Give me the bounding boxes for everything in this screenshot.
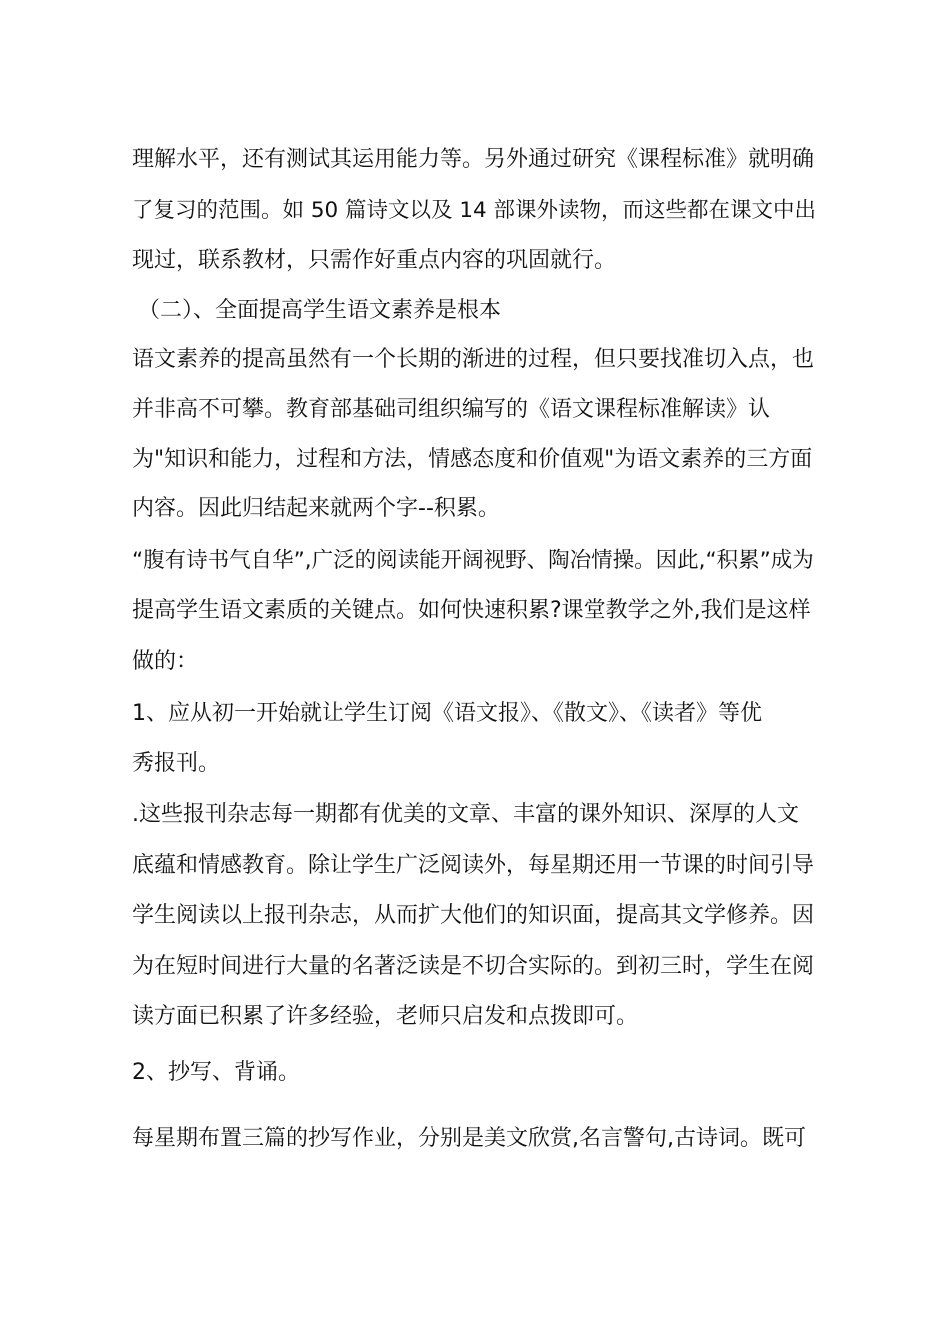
list-item-2: 2、抄写、背诵。 [132, 1060, 300, 1085]
text-line: 理解水平，还有测试其运用能力等。另外通过研究《课程标准》就明确 [132, 147, 815, 172]
text-line: 为"知识和能力，过程和方法，情感态度和价值观"为语文素养的三方面 [132, 447, 813, 472]
text-line: 读方面已积累了许多经验，老师只启发和点拨即可。 [132, 1004, 639, 1029]
text-line: 秀报刊。 [132, 751, 221, 776]
text-line: 为在短时间进行大量的名著泛读是不切合实际的。到初三时，学生在阅 [132, 954, 815, 979]
text-line: 学生阅读以上报刊杂志，从而扩大他们的知识面，提高其文学修养。因 [132, 903, 815, 928]
text-line: 内容。因此归结起来就两个字--积累。 [132, 496, 500, 521]
text-line: 每星期布置三篇的抄写作业，分别是美文欣赏,名言警句,古诗词。既可 [132, 1126, 806, 1151]
text-line: 了复习的范围。如 50 篇诗文以及 14 部课外读物，而这些都在课文中出 [132, 198, 817, 223]
text-line: 做的： [132, 649, 199, 674]
section-heading: （二）、全面提高学生语文素养是根本 [138, 298, 502, 323]
list-item-1: 1、应从初一开始就让学生订阅《语文报》、《散文》、《读者》等优 [132, 701, 762, 726]
text-line: 底蕴和情感教育。除让学生广泛阅读外，每星期还用一节课的时间引导 [132, 853, 815, 878]
text-line: 提高学生语文素质的关键点。如何快速积累?课堂教学之外,我们是这样 [132, 598, 811, 623]
text-line: 并非高不可攀。教育部基础司组织编写的《语文课程标准解读》认 [132, 397, 771, 422]
text-line: .这些报刊杂志每一期都有优美的文章、丰富的课外知识、深厚的人文 [132, 802, 799, 827]
text-line: “腹有诗书气自华”,广泛的阅读能开阔视野、陶冶情操。因此,“积累”成为 [132, 548, 814, 573]
text-line: 现过，联系教材，只需作好重点内容的巩固就行。 [132, 248, 617, 273]
text-line: 语文素养的提高虽然有一个长期的渐进的过程，但只要找准切入点，也 [132, 347, 815, 372]
